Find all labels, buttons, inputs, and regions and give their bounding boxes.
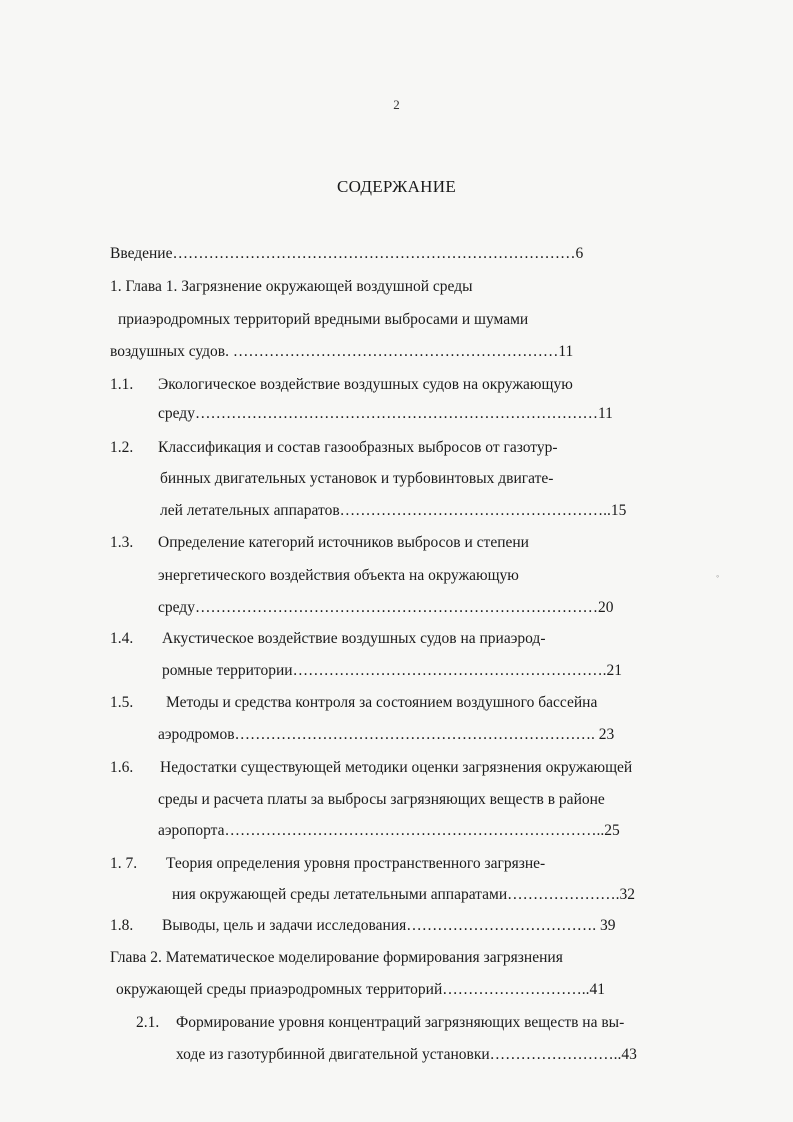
toc-entry-number: 2.1. <box>136 1014 160 1031</box>
toc-entry-number: 1.8. <box>110 917 134 934</box>
toc-entry-number: 1.6. <box>110 759 134 776</box>
toc-entry-number: 1.2. <box>110 439 134 456</box>
toc-line: лей летательных аппаратов……………………………………………..15 <box>160 502 627 519</box>
toc-line: Определение категорий источников выбросов и степени <box>158 534 529 551</box>
toc-line: 1. Глава 1. Загрязнение окружающей воздушной среды <box>110 278 473 295</box>
toc-entry-number: 1.5. <box>110 694 134 711</box>
page-number: 2 <box>393 97 400 112</box>
toc-entry-number: 1.3. <box>110 534 134 551</box>
toc-line: Методы и средства контроля за состоянием воздушного бассейна <box>166 694 598 711</box>
toc-line: Глава 2. Математическое моделирование формирования загрязнения <box>110 949 563 966</box>
toc-entry-number: 1. 7. <box>110 855 138 872</box>
toc-entry-number: 1.4. <box>110 630 134 647</box>
scan-speck-mark: ◦ <box>716 571 720 581</box>
toc-line: аэродромов……………………………………………………………. 23 <box>158 726 615 743</box>
toc-line: Формирование уровня концентраций загрязняющих веществ на вы- <box>176 1014 625 1031</box>
toc-line: Теория определения уровня пространственного загрязне- <box>166 855 546 872</box>
toc-line: ходе из газотурбинной двигательной установки……………………..43 <box>176 1046 637 1063</box>
toc-line: Введение……………………………………………………………………6 <box>110 245 584 262</box>
toc-line: среды и расчета платы за выбросы загрязняющих веществ в районе <box>158 791 605 808</box>
page-title: СОДЕРЖАНИЕ <box>336 177 457 196</box>
toc-line: аэропорта………………………………………………………………..25 <box>158 822 620 839</box>
toc-line: среду……………………………………………………………………11 <box>158 405 613 422</box>
toc-line: Недостатки существующей методики оценки загрязнения окружающей <box>160 759 633 776</box>
toc-entry-number: 1.1. <box>110 376 134 393</box>
toc-line: воздушных судов. ………………………………………………………11 <box>110 343 574 360</box>
toc-line: Акустическое воздействие воздушных судов на приаэрод- <box>162 630 546 647</box>
toc-line: Экологическое воздействие воздушных судов на окружающую <box>158 376 573 393</box>
toc-line: бинных двигательных установок и турбовинтовых двигате- <box>160 470 554 487</box>
toc-line: Классификация и состав газообразных выбросов от газотур- <box>158 439 558 456</box>
toc-line: среду……………………………………………………………………20 <box>158 599 614 616</box>
toc-line: энергетического воздействия объекта на окружающую <box>158 567 519 584</box>
toc-line: Выводы, цель и задачи исследования………………………………. 39 <box>162 917 616 934</box>
toc-line: приаэродромных территорий вредными выбросами и шумами <box>118 311 529 328</box>
toc-line: ромные территории…………………………………………………….21 <box>162 662 622 679</box>
toc-line: окружающей среды приаэродромных территорий………………………..41 <box>116 981 606 998</box>
toc-line: ния окружающей среды летательными аппаратами………………….32 <box>172 886 635 903</box>
